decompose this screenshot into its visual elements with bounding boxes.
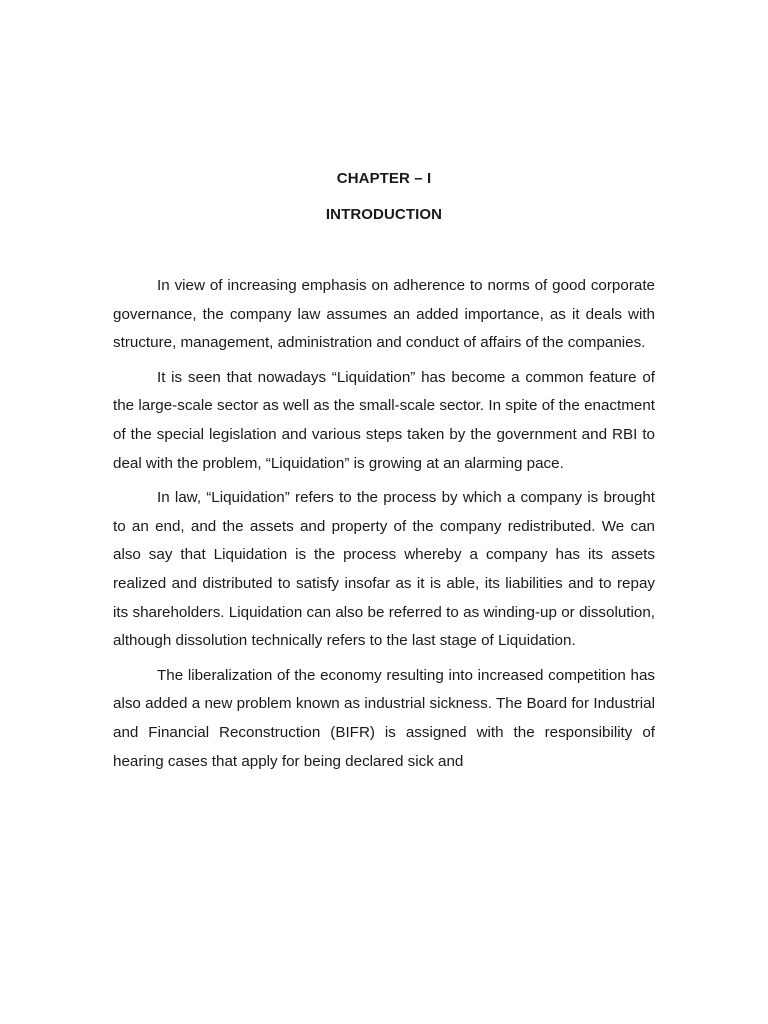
paragraph: It is seen that nowadays “Liquidation” has become a common feature of the large-scale sector as well as the small-scale sector. In spite of the enactment of the special legislation and various steps taken by the government and RBI to deal with the problem, “Liquidation” is growing at an alarming pace. (113, 368, 655, 472)
chapter-label: CHAPTER – I (336, 170, 432, 187)
chapter-title: INTRODUCTION (325, 206, 443, 223)
paragraph: In view of increasing emphasis on adherence to norms of good corporate governance, the company law assumes an added importance, as it deals with structure, management, administration and conduct of affairs of the companies. (113, 277, 655, 352)
paragraph: The liberalization of the economy resulting into increased competition has also added a new problem known as industrial sickness. The Board for Industrial and Financial Reconstruction (BIFR) is assigned with the responsibility of hearing cases that apply for being declared sick and (113, 666, 655, 770)
paragraph: In law, “Liquidation” refers to the process by which a company is brought to an end, and the assets and property of the company redistributed. We can also say that Liquidation is the process whereby a company has its assets realized and distributed to satisfy insofar as it is able, its liabilities and to repay its shareholders. Liquidation can also be referred to as winding-up or dissolution, although dissolution technically refers to the last stage of Liquidation. (113, 489, 655, 650)
body-text (113, 272, 655, 782)
